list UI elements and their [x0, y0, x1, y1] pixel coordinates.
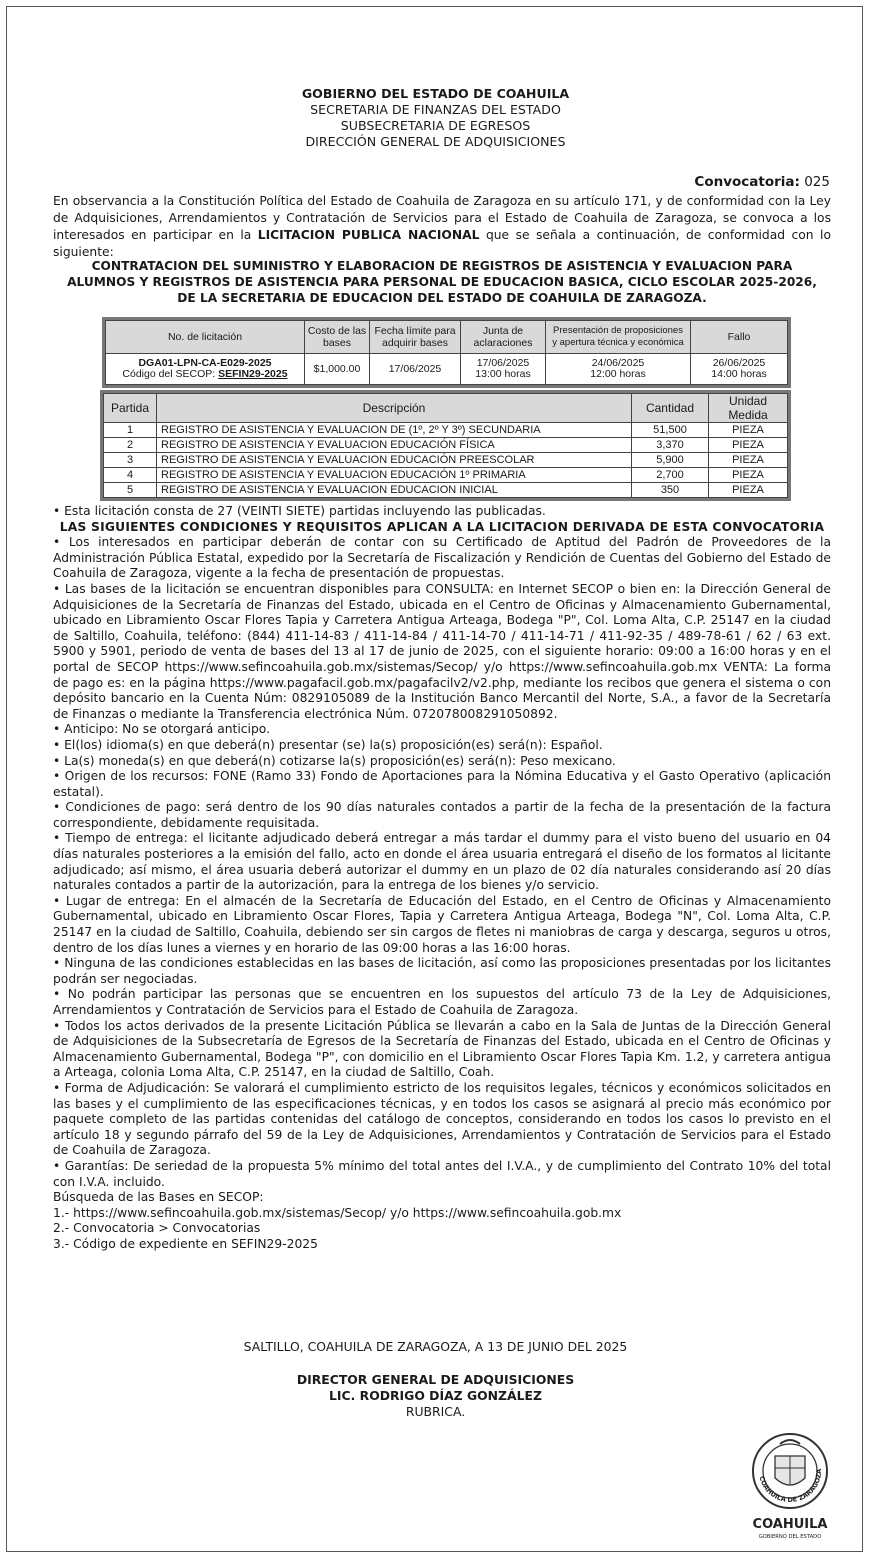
- table-row: [104, 453, 788, 468]
- place-date: SALTILLO, COAHUILA DE ZARAGOZA, A 13 DE JUNIO DEL 2025: [243, 1339, 628, 1354]
- col-junta: Junta de aclaraciones: [461, 321, 546, 354]
- bullet-lugar: • Lugar de entrega: En el almacén de la Secretaría de Educación del Estado, en el Centro de Oficinas y Almacenamiento Gubernamental, ubicado en Libramiento Oscar Flores, Tapia y Carretera Antigua Arteaga, Bodega "N", Col. Loma Alta, C.P. 25147 en la ciudad de Saltillo, Coahuila, debiendo ser sin cargos de fletes ni maniobras de carga y descarga, seguros u otros, dentro de los días lunes a viernes y en horario de las 09:00 horas a las 16:00 horas.: [53, 893, 831, 955]
- cell-partida: 4: [104, 468, 157, 483]
- cell-descripcion: REGISTRO DE ASISTENCIA Y EVALUACION EDUCACIÓN FÍSICA: [157, 438, 632, 453]
- header: [0, 86, 871, 150]
- cell-costo: $1,000.00: [305, 354, 370, 385]
- col-fecha-limite: Fecha límite para adquirir bases: [370, 321, 461, 354]
- header-subsecretaria: SUBSECRETARIA DE EGRESOS: [340, 118, 531, 133]
- bullet-anticipo: • Anticipo: No se otorgará anticipo.: [53, 722, 270, 737]
- signature-name: LIC. RODRIGO DÍAZ GONZÁLEZ: [329, 1388, 542, 1403]
- bullet-negociacion: • Ninguna de las condiciones establecidas en las bases de licitación, así como las proposiciones presentadas por los licitantes podrán ser negociadas.: [53, 956, 831, 986]
- tender-title: [53, 258, 831, 306]
- cell-cantidad: 3,370: [632, 438, 709, 453]
- seal-ring-text: COAHUILA DE ZARAGOZA: [757, 1468, 824, 1505]
- partidas-table: [103, 393, 788, 498]
- tender-title-line: ALUMNOS Y REGISTROS DE ASISTENCIA PARA PERSONAL DE EDUCACION BASICA, CICLO ESCOLAR 2025-2026,: [67, 275, 817, 289]
- cell-cantidad: 350: [632, 483, 709, 498]
- cell-descripcion: REGISTRO DE ASISTENCIA Y EVALUACION EDUCACIÓN PREESCOLAR: [157, 453, 632, 468]
- intro-text: En observancia a la Constitución Política del Estado de Coahuila de Zaragoza en su artículo 171, y de conformidad con la Ley de Adquisiciones, Arrendamientos y Contratación de Servicios para el Estado de Coahuila de Zaragoza, se convoca a los interesados en participar en la: [53, 194, 831, 242]
- table-row: [106, 354, 788, 385]
- bullet-origen: • Origen de los recursos: FONE (Ramo 33) Fondo de Aportaciones para la Nómina Educativa y el Gasto Operativo (aplicación estatal).: [53, 769, 831, 799]
- bullet-pago: • Condiciones de pago: será dentro de los 90 días naturales contados a partir de la fecha de la presentación de la factura correspondiente, debidamente requisitada.: [53, 800, 831, 830]
- coat-of-arms-icon: [742, 1428, 838, 1548]
- cell-partida: 1: [104, 423, 157, 438]
- bullet-partidas: • Esta licitación consta de 27 (VEINTI SIETE) partidas incluyendo las publicadas.: [53, 504, 546, 518]
- cell-cantidad: 5,900: [632, 453, 709, 468]
- col-cantidad: Cantidad: [632, 394, 709, 423]
- tender-title-line: CONTRATACION DEL SUMINISTRO Y ELABORACION DE REGISTROS DE ASISTENCIA Y EVALUACION PARA: [91, 259, 793, 273]
- seal-tagline: GOBIERNO DEL ESTADO: [758, 1534, 822, 1540]
- col-fallo: Fallo: [691, 321, 788, 354]
- intro-text-end: que se señala a continuación, de conformidad con lo siguiente:: [53, 228, 831, 259]
- convocatoria-number: [694, 174, 830, 190]
- tender-title-line: DE LA SECRETARIA DE EDUCACION DEL ESTADO DE COAHUILA DE ZARAGOZA.: [177, 291, 707, 305]
- conditions-heading: LAS SIGUIENTES CONDICIONES Y REQUISITOS APLICAN A LA LICITACION DERIVADA DE ESTA CONVOCATORIA: [59, 519, 825, 534]
- cell-unidad: PIEZA: [709, 423, 788, 438]
- bullet-adjudicacion: • Forma de Adjudicación: Se valorará el cumplimiento estricto de los requisitos legales, técnicos y económicos solicitados en las bases y el cumplimiento de las especificaciones técnicas, y en todos los casos se asignará al precio más económico por paquete completo de las partidas contenidas del catálogo de conceptos, considerando en todos los casos lo previsto en el artículo 18 y segundo párrafo del 59 de la Ley de Adquisiciones, Arrendamientos y Contratación de Servicios para el Estado de Coahuila de Zaragoza.: [53, 1080, 831, 1158]
- col-presentacion: Presentación de proposiciones y apertura técnica y económica: [546, 321, 691, 354]
- bullet-idioma: • El(los) idioma(s) en que deberá(n) presentar (se) la(s) proposición(es) será(n): Español.: [53, 737, 603, 752]
- col-unidad: Unidad Medida: [709, 394, 788, 423]
- bullet-certificado: • Los interesados en participar deberán de contar con su Certificado de Aptitud del Padrón de Proveedores de la Administración Pública Estatal, expedido por la Secretaría de Fiscalización y Rendición de Cuentas del Gobierno del Estado de Coahuila de Zaragoza, vigente a la fecha de presentación de propuestas.: [53, 535, 831, 581]
- cell-presentacion: 24/06/2025 12:00 horas: [546, 354, 691, 385]
- header-secretaria: SECRETARIA DE FINANZAS DEL ESTADO: [310, 102, 561, 117]
- col-no-licitacion: No. de licitación: [106, 321, 305, 354]
- cell-fecha-limite: 17/06/2025: [370, 354, 461, 385]
- cell-unidad: PIEZA: [709, 468, 788, 483]
- intro-bold: LICITACION PUBLICA NACIONAL: [257, 228, 480, 242]
- cell-descripcion: REGISTRO DE ASISTENCIA Y EVALUACION DE (1º, 2º Y 3º) SECUNDARIA: [157, 423, 632, 438]
- cell-descripcion: REGISTRO DE ASISTENCIA Y EVALUACION EDUCACIÓN 1º PRIMARIA: [157, 468, 632, 483]
- col-descripcion: Descripción: [157, 394, 632, 423]
- busqueda-heading: Búsqueda de las Bases en SECOP:: [53, 1190, 264, 1205]
- intro-paragraph: [53, 193, 831, 261]
- table-row: [104, 438, 788, 453]
- bullet-moneda: • La(s) moneda(s) en que deberá(n) cotizarse la(s) proposición(es) será(n): Peso mexicano.: [53, 753, 616, 768]
- table-row: [104, 483, 788, 498]
- cell-fallo: 26/06/2025 14:00 horas: [691, 354, 788, 385]
- cell-cantidad: 51,500: [632, 423, 709, 438]
- table-header-row: [104, 394, 788, 423]
- conditions-body: [53, 504, 831, 1253]
- cell-descripcion: REGISTRO DE ASISTENCIA Y EVALUACION EDUCACION INICIAL: [157, 483, 632, 498]
- cell-partida: 5: [104, 483, 157, 498]
- header-government: GOBIERNO DEL ESTADO DE COAHUILA: [301, 86, 570, 101]
- convocatoria-value: 025: [804, 174, 830, 190]
- seal-brand: COAHUILA: [752, 1517, 828, 1532]
- cell-unidad: PIEZA: [709, 438, 788, 453]
- table-row: [104, 423, 788, 438]
- table-row: [104, 468, 788, 483]
- cell-cantidad: 2,700: [632, 468, 709, 483]
- cell-no-licitacion: DGA01-LPN-CA-E029-2025 Código del SECOP: SEFIN29-2025: [106, 354, 305, 385]
- col-partida: Partida: [104, 394, 157, 423]
- busqueda-step-1: 1.- https://www.sefincoahuila.gob.mx/sistemas/Secop/ y/o https://www.sefincoahuila.gob.mx: [53, 1205, 622, 1220]
- table-header-row: [106, 321, 788, 354]
- header-direccion: DIRECCIÓN GENERAL DE ADQUISICIONES: [305, 134, 566, 149]
- cell-junta: 17/06/2025 13:00 horas: [461, 354, 546, 385]
- cell-partida: 2: [104, 438, 157, 453]
- cell-unidad: PIEZA: [709, 483, 788, 498]
- coahuila-seal: [742, 1428, 838, 1548]
- cell-partida: 3: [104, 453, 157, 468]
- signature-rubrica: RUBRICA.: [405, 1404, 466, 1419]
- bullet-garantias: • Garantías: De seriedad de la propuesta 5% mínimo del total antes del I.V.A., y de cumplimiento del Contrato 10% del total con I.V.A. incluido.: [53, 1158, 831, 1189]
- signature-role: DIRECTOR GENERAL DE ADQUISICIONES: [296, 1372, 575, 1387]
- bullet-actos: • Todos los actos derivados de la presente Licitación Pública se llevarán a cabo en la Sala de Juntas de la Dirección General de Adquisiciones de la Subsecretaría de Egresos de la Secretaría de Finanzas del Estado, ubicada en el Centro de Oficinas y Almacenamiento Gubernamental, Bodega "P", con domicilio en el Libramiento Oscar Flores Tapia Km. 1.2, y carretera antigua a Arteaga, colonia Loma Alta, C.P. 25147, en la ciudad de Saltillo, Coah.: [53, 1018, 831, 1080]
- busqueda-step-2: 2.- Convocatoria > Convocatorias: [53, 1221, 261, 1236]
- busqueda-step-3: 3.- Código de expediente en SEFIN29-2025: [53, 1236, 318, 1251]
- bullet-entrega: • Tiempo de entrega: el licitante adjudicado deberá entregar a más tardar el dummy para el visto bueno del usuario en 04 días naturales posteriores a la emisión del fallo, acto en donde el área usuaria entregará el diseño de los formatos al licitante adjudicado; así mismo, el área usuaria deberá autorizar el dummy en un plazo de 02 día naturales considerando así 20 días naturales contados a partir de la autorización, para la entrega de los bienes y/o servicio.: [53, 831, 831, 893]
- bullet-articulo-73: • No podrán participar las personas que se encuentren en los supuestos del artículo 73 de la Ley de Adquisiciones, Arrendamientos y Contratación de Servicios para el Estado de Coahuila de Zaragoza.: [53, 987, 831, 1017]
- bullet-bases: • Las bases de la licitación se encuentran disponibles para CONSULTA: en Internet SECOP o bien en: la Dirección General de Adquisiciones de la Secretaría de Finanzas del Estado, ubicada en el Centro de Oficinas y Almacenamiento Gubernamental, ubicado en Libramiento Oscar Flores Tapia y Carretera Antigua Arteaga, Bodega "P", Col. Loma Alta, C.P. 25147 en la ciudad de Saltillo, Coahuila, teléfono: (844) 411-14-83 / 411-14-84 / 411-14-70 / 411-14-71 / 411-92-35 / 489-78-61 / 62 / 63 ext. 5900 y 5901, periodo de venta de bases del 13 al 17 de junio de 2025, con el siguiente horario: 09:00 a 16:00 horas y en el portal de SECOP https://www.sefincoahuila.gob.mx/sistemas/Secop/ y/o https://www.sefincoahuila.gob.mx VENTA: La forma de pago es: en la página https://www.pagafacil.gob.mx/pagafacilv2/v2.php, mediante los recibos que genera el sistema o con depósito bancario en la Cuenta Núm: 0829105089 de la Institución Banco Mercantil del Norte, S.A., a favor de la Secretaría de Finanzas o mediante la Transferencia electrónica Núm. 072078008291050892.: [53, 581, 831, 721]
- cell-unidad: PIEZA: [709, 453, 788, 468]
- col-costo: Costo de las bases: [305, 321, 370, 354]
- convocatoria-label: Convocatoria:: [694, 174, 800, 190]
- licitacion-table: [105, 320, 788, 385]
